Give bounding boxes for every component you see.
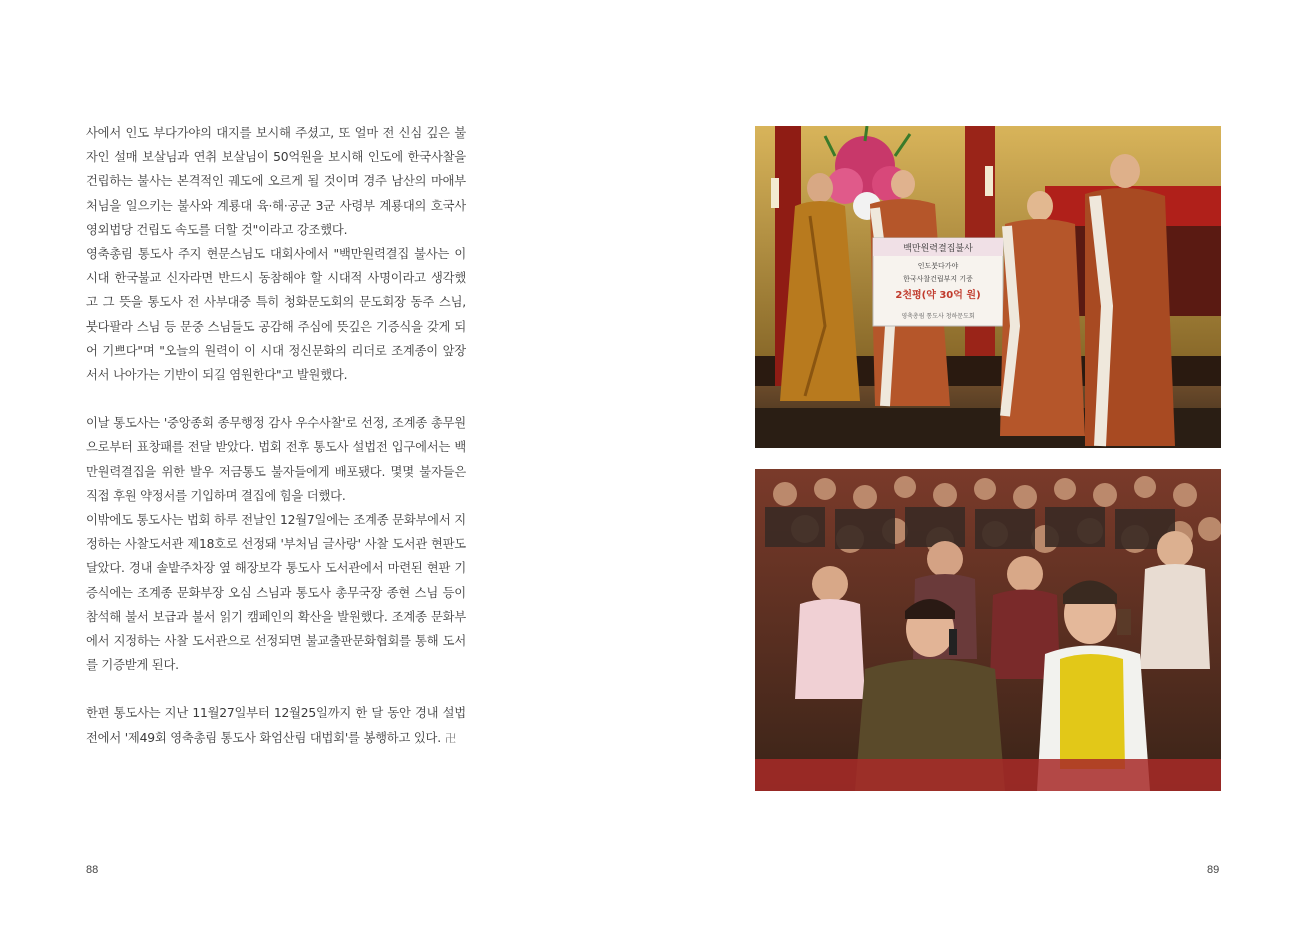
ceremony-photo: [755, 126, 1221, 448]
ceremony-photo-illustration: [755, 126, 1221, 448]
paragraph-5-text: 한편 통도사는 지난 11월27일부터 12월25일까지 한 달 동안 경내 설법전에서 '제49회 영축총림 통도사 화엄산림 대법회'를 봉행하고 있다.: [86, 706, 466, 745]
page-number-right: 89: [1207, 864, 1220, 876]
crowd-photo-illustration: [755, 469, 1221, 791]
crowd-photo: [755, 469, 1221, 791]
end-mark-icon: 卍: [444, 731, 456, 745]
paragraph-5: [86, 701, 466, 750]
banner-line-2: 한국사찰건립부지 기증: [903, 275, 973, 283]
article-text: [86, 121, 466, 751]
banner-line-1: 인도붓다가야: [917, 262, 959, 270]
paragraph-3: 이날 통도사는 '중앙종회 종무행정 감사 우수사찰'로 선정, 조계종 총무원으로부터 표창패를 전달 받았다. 법회 전후 통도사 설법전 입구에서는 백만원력결집을 위한 발우 저금통도 불자들에게 배포됐다. 몇몇 불자들은 직접 후원 약정서를 기입하며 결집에 힘을 더했다.: [86, 416, 466, 503]
paragraph-1: 사에서 인도 부다가야의 대지를 보시해 주셨고, 또 얼마 전 신심 깊은 불자인 설매 보살님과 연취 보살님이 50억원을 보시해 인도에 한국사찰을 건립하는 불사는 본격적인 궤도에 오르게 될 것이며 경주 남산의 마애부처님을 일으키는 불사와 계룡대 육·해·공군 3군 사령부 계룡대의 호국사 영외법당 건립도 속도를 더할 것"이라고 강조했다.: [86, 126, 466, 237]
page-number-left: 88: [86, 864, 99, 876]
banner-amount: 2천평(약 30억 원): [895, 290, 981, 301]
paragraph-4: 이밖에도 통도사는 법회 하루 전날인 12월7일에는 조계종 문화부에서 지정하는 사찰도서관 제18호로 선정돼 '부처님 글사랑' 사찰 도서관 현판도 달았다. 경내 솔밭주차장 옆 해장보각 통도사 도서관에서 마련된 현판 기증식에는 조계종 문화부장 오심 스님과 통도사 총무국장 종현 스님 등이 참석해 불서 보급과 불서 읽기 캠페인의 확산을 발원했다. 조계종 문화부에서 지정하는 사찰 도서관으로 선정되면 불교출판문화협회를 통해 도서를 기증받게 된다.: [86, 513, 466, 673]
banner-title: 백만원력결집불사: [903, 244, 973, 254]
banner-footer: 영축총림 통도사 청하문도회: [901, 313, 975, 320]
paragraph-2: 영축총림 통도사 주지 현문스님도 대회사에서 "백만원력결집 불사는 이 시대 한국불교 신자라면 반드시 동참해야 할 시대적 사명이라고 생각했고 그 뜻을 통도사 전 사부대중 특히 청화문도회의 문도회장 동주 스님, 붓다팔라 스님 등 문중 스님들도 공감해 주심에 뜻깊은 기증식을 갖게 되어 기쁘다"며 "오늘의 원력이 이 시대 정신문화의 리더로 조계종이 앞장서서 나아가는 기반이 되길 염원한다"고 발원했다.: [86, 247, 466, 383]
